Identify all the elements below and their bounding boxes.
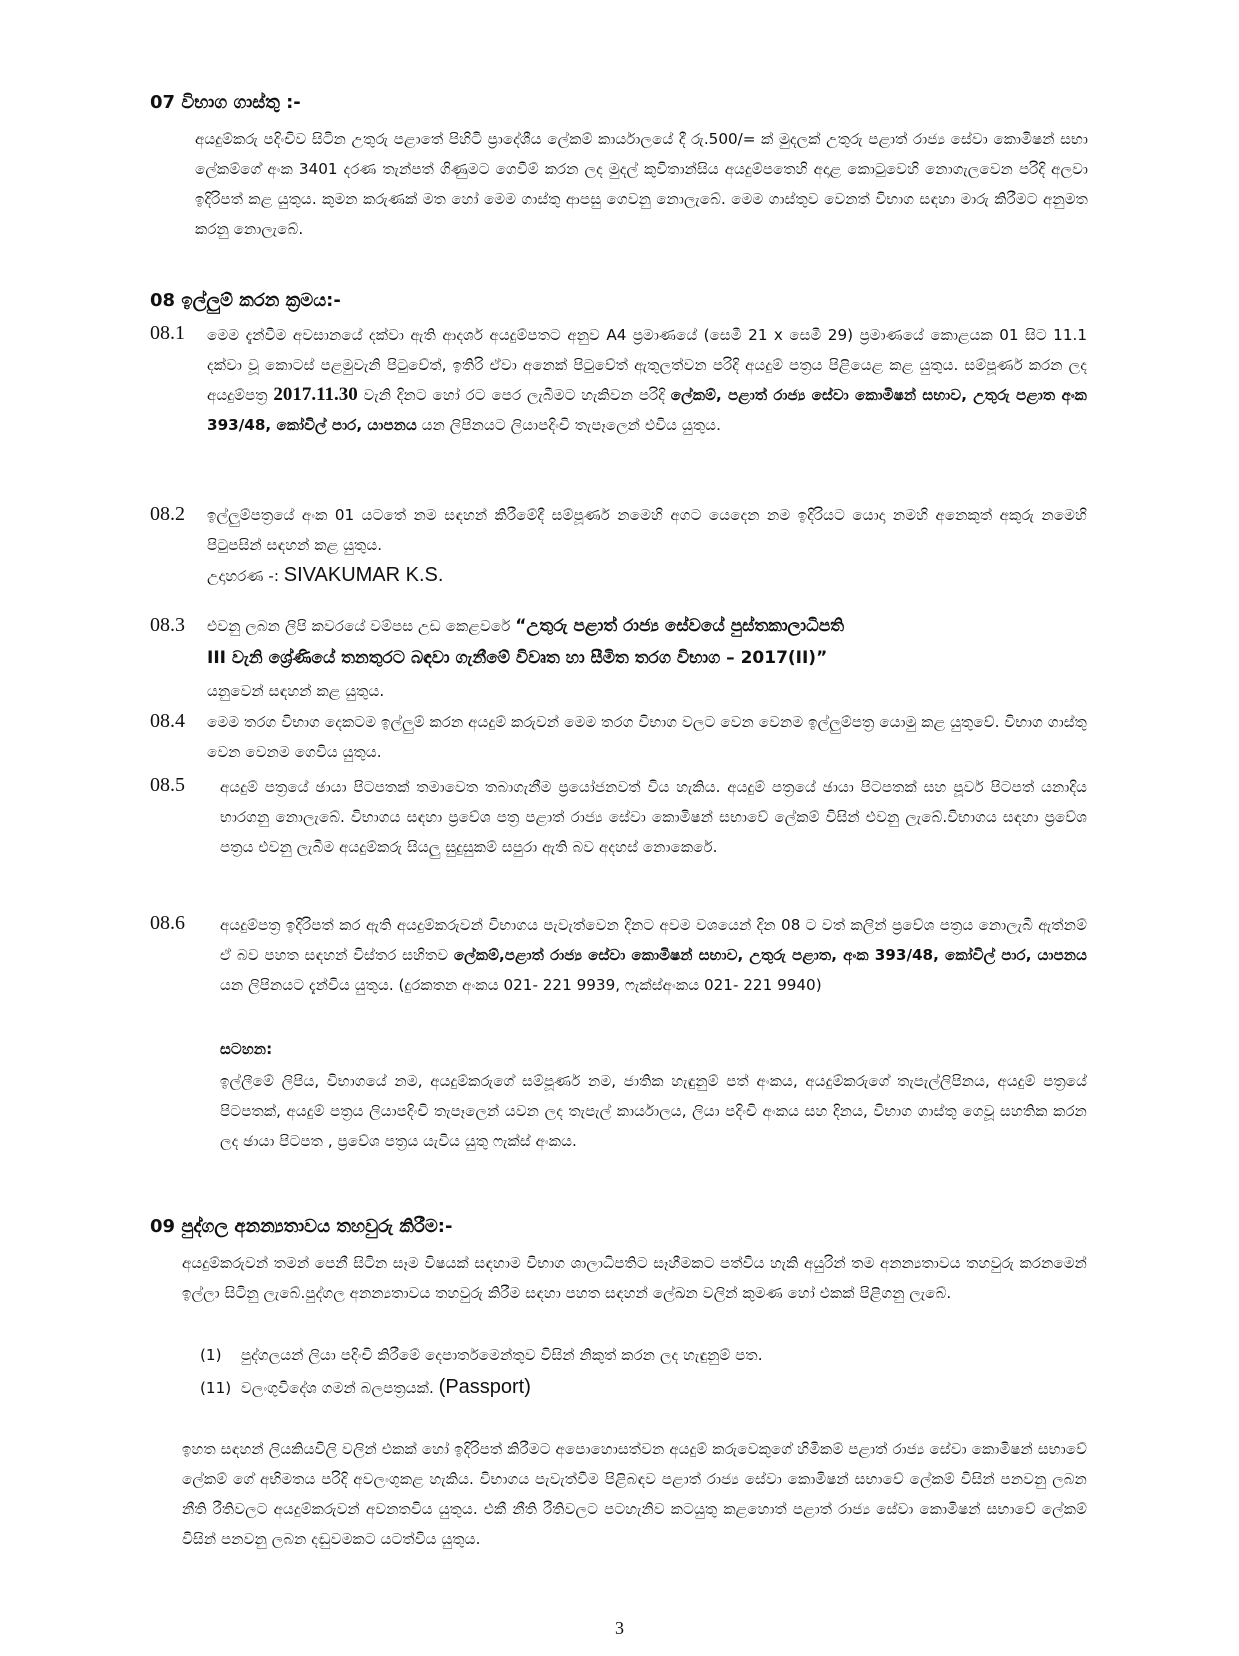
passport-label: (Passport)	[438, 1376, 531, 1398]
paragraph-08-1-text-c: යන ලිපිනයට ලියාපදිංචි තැපෑලෙන් එවිය යුතුය.	[421, 416, 721, 434]
paragraph-08-3-text-b: යනුවෙන් සඳහන් කළ යුතුය.	[207, 682, 385, 700]
note-heading: සටහන:	[220, 1040, 273, 1058]
list-item-text: වලංගුවිදේශ ගමන් බලපත්‍රයක්.	[240, 1379, 434, 1397]
list-item	[200, 1372, 531, 1403]
paragraph-08-4-number: 08.4	[150, 710, 185, 732]
example-name: SIVAKUMAR K.S.	[283, 564, 444, 586]
section-08-heading: 08 ඉල්ලුම් කරන ක්‍රමය:-	[150, 290, 341, 311]
paragraph-08-6-text-a: අයදුම්පත්‍ර ඉදිරිපත් කර ඇති අයදුම්කරුවන් විභාගය පැවැත්වෙන දිනට අවම වශයෙන් දින 08 ට වත් කලින් ප්‍රවේශ පත්‍රය නොලැබී ඇත්නම් ඒ බව පහත සඳහන් විස්තර සහිතව	[220, 916, 1087, 964]
paragraph-08-4-text: මෙම තරග විභාග දෙකටම ඉල්ලුම් කරන අයදුම් කරුවන් මෙම තරග විභාග වලට වෙන වෙනම ඉල්ලුම්පත්‍ර යොමු කළ යුතුවේ. විභාග ගාස්තු වෙන වෙනම ගෙවිය යුතුය.	[207, 713, 1087, 761]
paragraph-08-1	[207, 320, 1087, 440]
paragraph-08-3-line1	[207, 610, 844, 642]
paragraph-08-6-number: 08.6	[150, 912, 185, 934]
list-item-text: පුද්ගලයන් ලියා පදිංචි කිරීමේ දෙපාර්තමෙන්තුව විසින් නිකුත් කරන ලද හැඳුනුම් පත.	[240, 1346, 763, 1364]
paragraph-08-6	[220, 910, 1087, 1000]
paragraph-08-2-example	[207, 560, 443, 591]
paragraph-08-1-text-a: මෙම දැන්වීම අවසානයේ දක්වා ඇති ආදර්ශ අයදුම්පතට අනුව A4 ප්‍රමාණයේ (සෙමී 21 x සෙමී 29) ප්‍රමාණයේ කොළයක 01 සිට 11.1 දක්වා වූ කොටස් පළමුවැනි පිටුවේත්, ඉතිරි ඒවා අනෙක් පිටුවේත් ඇතුලත්වන පරිදි අයදුම් පත්‍රය පිළියෙළ කළ යුතුය. සම්පූර්ණ කරන ලද අයදුම්පත්‍ර	[207, 326, 1087, 404]
list-item-marker: (1)	[200, 1346, 222, 1364]
paragraph-08-1-number: 08.1	[150, 322, 185, 344]
envelope-caption-2: III වැනි ශ්‍රේණියේ තනතුරට බඳවා ගැනීමේ විවෘත හා සීමිත තරග විභාග – 2017(II)”	[207, 648, 828, 668]
section-07-body: අයදුම්කරු පදිංචිව සිටින උතුරු පළාතේ පිහිටි ප්‍රාදේශීය ලේකම් කාර්යාලයේ දී රු.500/= ක් මුදලක් උතුරු පළාත් රාජ්‍ය සේවා කොමිෂන් සභා ලේකම්ගේ අංක 3401 දරණ තැන්පත් ගිණුමට ගෙවීම් කරන ලද මුදල් කුවිතාන්සිය අයදුම්පතෙහි අදාළ කොටුවෙහි නොගැලවෙන පරිදි අලවා ඉදිරිපත් කළ යුතුය. කුමන කරුණක් මත හෝ මෙම ගාස්තු ආපසු ගෙවනු නොලැබේ. මෙම ගාස්තුව වෙනත් විභාග සඳහා මාරු කිරීමට අනුමත කරනු නොලැබේ.	[195, 130, 1088, 238]
paragraph-08-3-number: 08.3	[150, 614, 185, 636]
paragraph-08-2-text: ඉල්ලුම්පත්‍රයේ අංක 01 යටතේ නම සඳහන් කිරීමේදී සම්පූර්ණ නමෙහි අගට යෙදෙන නම ඉදිරියට යොදා නමහි අනෙකුත් අකුරු නමෙහි පිටුපසින් සඳහන් කළ යුතුය.	[207, 506, 1087, 554]
note-text: ඉල්ලීමේ ලිපිය, විභාගයේ නම, අයදුම්කරුගේ සම්පූර්ණ නම, ජාතික හැඳුනුම් පත් අංකය, අයදුම්කරුගේ තැපැල්ලිපිනය, අයදුම් පත්‍රයේ පිටපතක්, අයදුම් පත්‍රය ලියාපදිංචි තැපෑලෙන් යවන ලද තැපැල් කාර්යාලය, ලියා පදිංචි අංකය සහ දිනය, විභාග ගාස්තු ගෙවූ සහතික කරන ලද ඡායා පිටපත , ප්‍රවේශ පත්‍රය යැවිය යුතු ෆැක්ස් අංකය.	[220, 1072, 1087, 1150]
paragraph-08-3-text-a: එවනු ලබන ලිපි කවරයේ වම්පස උඩ කෙළවරේ	[207, 617, 511, 635]
submission-address: ලේකම්, පළාත් රාජ්‍ය සේවා කොමිෂන් සභාව, උතුරු පළාත අංක 393/48, කෝවිල් පාර, යාපනය	[207, 386, 1088, 434]
paragraph-08-6-text-b: යන ලිපිනයට දැන්විය යුතුය. (දුරකතන අංකය 021- 221 9939, ෆැක්ස්අංකය 021- 221 9940)	[220, 976, 822, 994]
list-item	[200, 1340, 763, 1370]
envelope-caption-1: “උතුරු පළාත් රාජ්‍ය සේවයේ පුස්තකාලාධිපති	[515, 616, 845, 636]
section-09-body: අයදුම්කරුවන් තමන් පෙනී සිටින සෑම විෂයක් සඳහාම විභාග ශාලාධිපතිට සෑහීමකට පත්විය හැකි අයුරින් තම අනන්‍යතාවය තහවුරු කරනමෙන් ඉල්ලා සිටිනු ලැබේ.පුද්ගල අනන්‍යතාවය තහවුරු කිරීම සඳහා පහත සඳහන් ලේඛන වලින් කුමණ හෝ එකක් පිළිගනු ලැබේ.	[182, 1254, 1087, 1302]
page-number: 3	[615, 1618, 624, 1638]
section-09-closing: ඉහත සඳහන් ලියකියවිලි වලින් එකක් හෝ ඉදිරිපත් කිරීමට අපොහොසත්වන අයදුම් කරුවෙකුගේ හිමිකම් පළාත් රාජ්‍ය සේවා කොමිෂන් සභාවේ ලේකම් ගේ අභිමතය පරිදි අවලංගුකළ හැකිය. විභාගය පැවැත්වීම පිළිබඳව පළාත් රාජ්‍ය සේවා කොමිෂන් සභාවේ ලේකම් විසින් පනවනු ලබන නීති රීතිවලට අයදුම්කරුවන් අවනතවිය යුතුය. එකී නීති රීතිවලට පටහැනිව කටයුතු කළහොත් පළාත් රාජ්‍ය සේවා කොමිෂන් සභාවේ ලේකම් විසින් පනවනු ලබන දඬුවමකට යටත්විය යුතුය.	[182, 1440, 1087, 1548]
paragraph-08-5-number: 08.5	[150, 774, 185, 796]
section-09-heading: 09 පුද්ගල අනන්‍යතාවය තහවුරු කිරීම:-	[150, 1216, 453, 1237]
section-07-heading: 07 විභාග ගාස්තු :-	[150, 92, 301, 113]
example-label: උදාහරණ -:	[207, 567, 279, 585]
paragraph-08-5-text: අයදුම් පත්‍රයේ ඡායා පිටපතක් තමාවෙත තබාගැනීම ප්‍රයෝජනවත් විය හැකිය. අයදුම් පත්‍රයේ ඡායා පිටපතක් සහ පූර්ව පිටපත් යනාදිය භාරගනු නොලැබේ. විභාගය සඳහා ප්‍රවේශ පත්‍ර පළාත් රාජ්‍ය සේවා කොමිෂන් සභාවේ ලේකම් විසින් එවනු ලැබේ.විභාගය සඳහා ප්‍රවේශ පත්‍රය එවනු ලැබීම අයදුම්කරු සියලු සුදුසුකම් සපුරා ඇති බව අදහස් නොකෙරේ.	[220, 778, 1087, 856]
list-item-marker: (11)	[200, 1379, 232, 1397]
deadline-date: 2017.11.30	[273, 384, 358, 405]
paragraph-08-1-text-b: වැනි දිනට හෝ රට පෙර ලැබීමට හැකිවන පරිදි	[363, 386, 666, 404]
inquiry-address: ලේකම්,පළාත් රාජ්‍ය සේවා කොමිෂන් සභාව, උතුරු පළාත, අංක 393/48, කෝවිල් පාර, යාපනය	[453, 946, 1087, 964]
paragraph-08-2-number: 08.2	[150, 503, 185, 525]
